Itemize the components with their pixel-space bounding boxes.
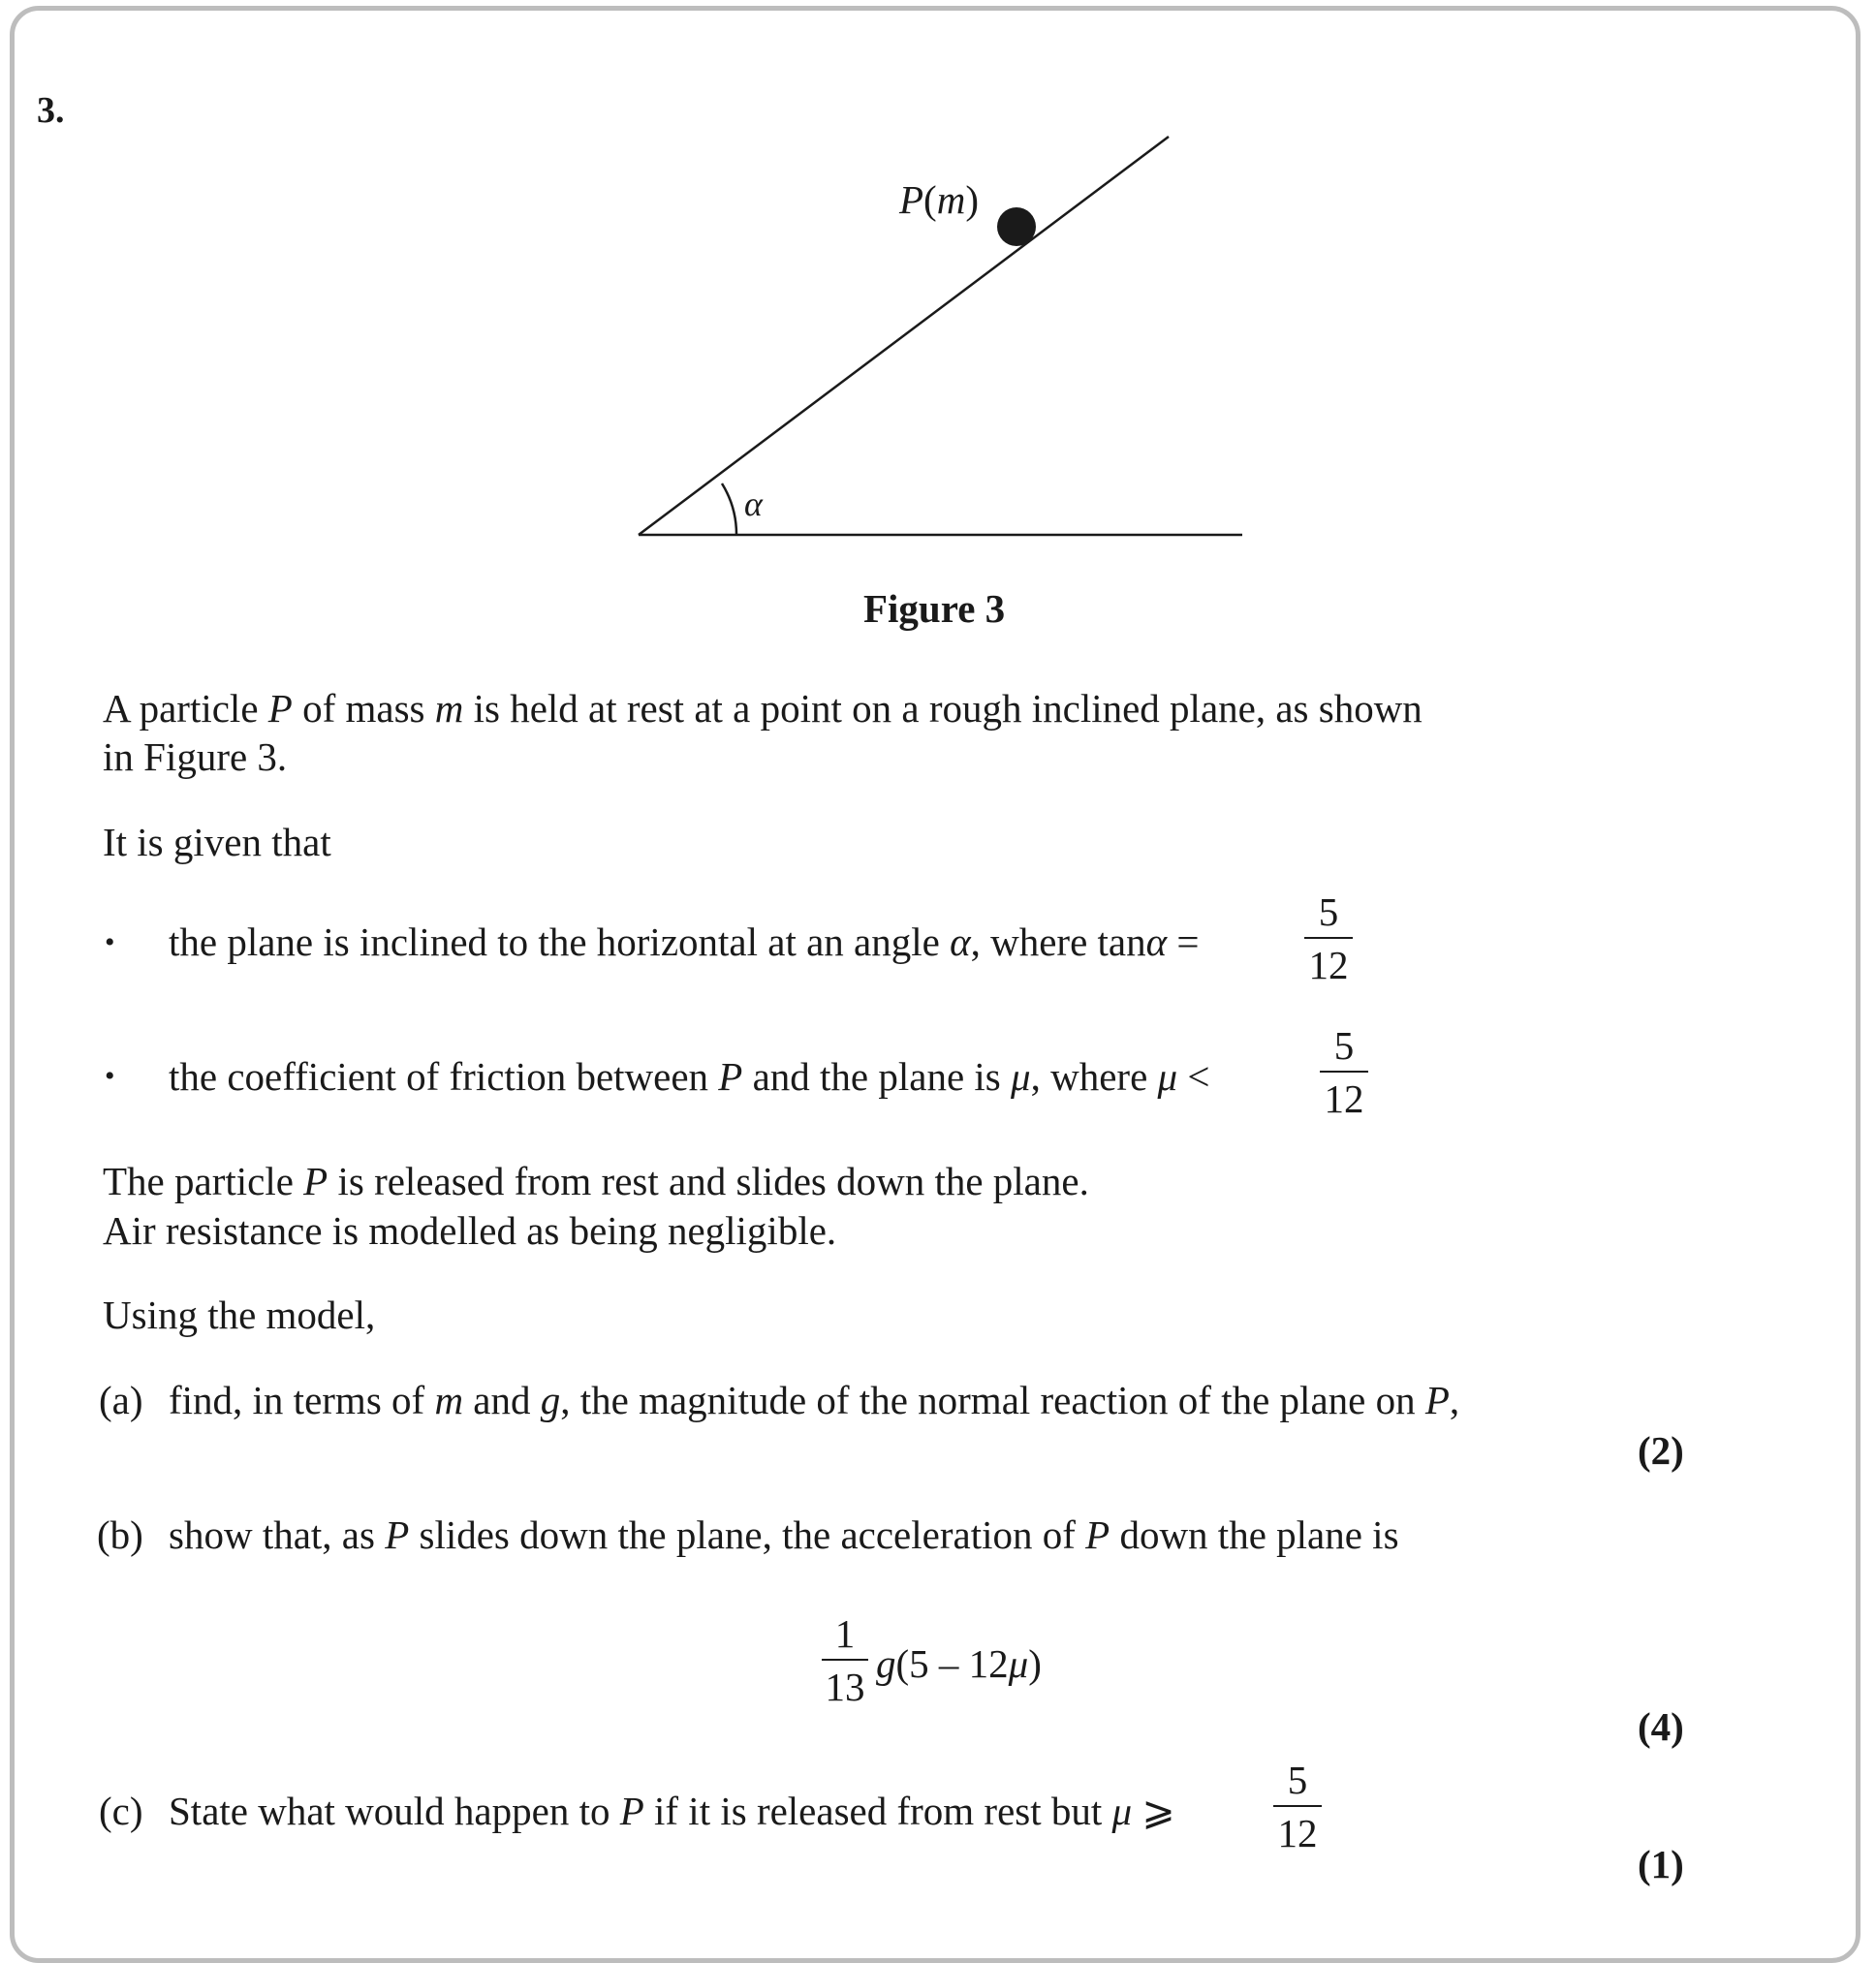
part-b-marks: (4) <box>1638 1704 1684 1749</box>
part-a-text: find, in terms of m and g, the magnitude of the normal reaction of the plane on P, <box>169 1378 1460 1422</box>
bullet-1-text: the plane is inclined to the horizontal at an angle α, where tanα = <box>169 919 1200 964</box>
part-a-label: (a) <box>99 1378 143 1422</box>
part-b-expression: g(5 – 12μ) <box>876 1641 1042 1686</box>
angle-label: α <box>744 484 763 523</box>
part-c-marks: (1) <box>1638 1842 1684 1886</box>
particle-dot <box>997 207 1036 246</box>
bullet-2-text: the coefficient of friction between P and the plane is μ, where μ < <box>169 1054 1210 1099</box>
bullet-2-fraction: 5 12 <box>1320 1023 1368 1121</box>
given-text: It is given that <box>103 820 331 864</box>
using-model-text: Using the model, <box>103 1293 376 1337</box>
figure-caption: Figure 3 <box>863 586 1006 631</box>
release-line-2: Air resistance is modelled as being negligible. <box>103 1208 837 1253</box>
part-b-label: (b) <box>97 1512 143 1557</box>
intro-line-1: A particle P of mass m is held at rest at a point on a rough inclined plane, as shown <box>103 686 1423 731</box>
angle-arc <box>722 483 736 535</box>
particle-label: P(m) <box>899 177 979 222</box>
part-c-text: State what would happen to P if it is released from rest but μ ⩾ <box>169 1789 1175 1833</box>
part-a-marks: (2) <box>1638 1428 1684 1473</box>
part-c-label: (c) <box>99 1789 143 1833</box>
question-number: 3. <box>37 90 65 131</box>
bullet-2-symbol: • <box>105 1060 115 1092</box>
part-c-fraction: 5 12 <box>1273 1758 1322 1855</box>
bullet-1-symbol: • <box>105 926 115 958</box>
part-b-expression-fraction: 1 13 <box>822 1611 868 1709</box>
part-b-text: show that, as P slides down the plane, the acceleration of P down the plane is <box>169 1512 1399 1557</box>
release-line-1: The particle P is released from rest and slides down the plane. <box>103 1159 1089 1203</box>
bullet-1-fraction: 5 12 <box>1304 889 1353 987</box>
intro-line-2: in Figure 3. <box>103 734 288 779</box>
